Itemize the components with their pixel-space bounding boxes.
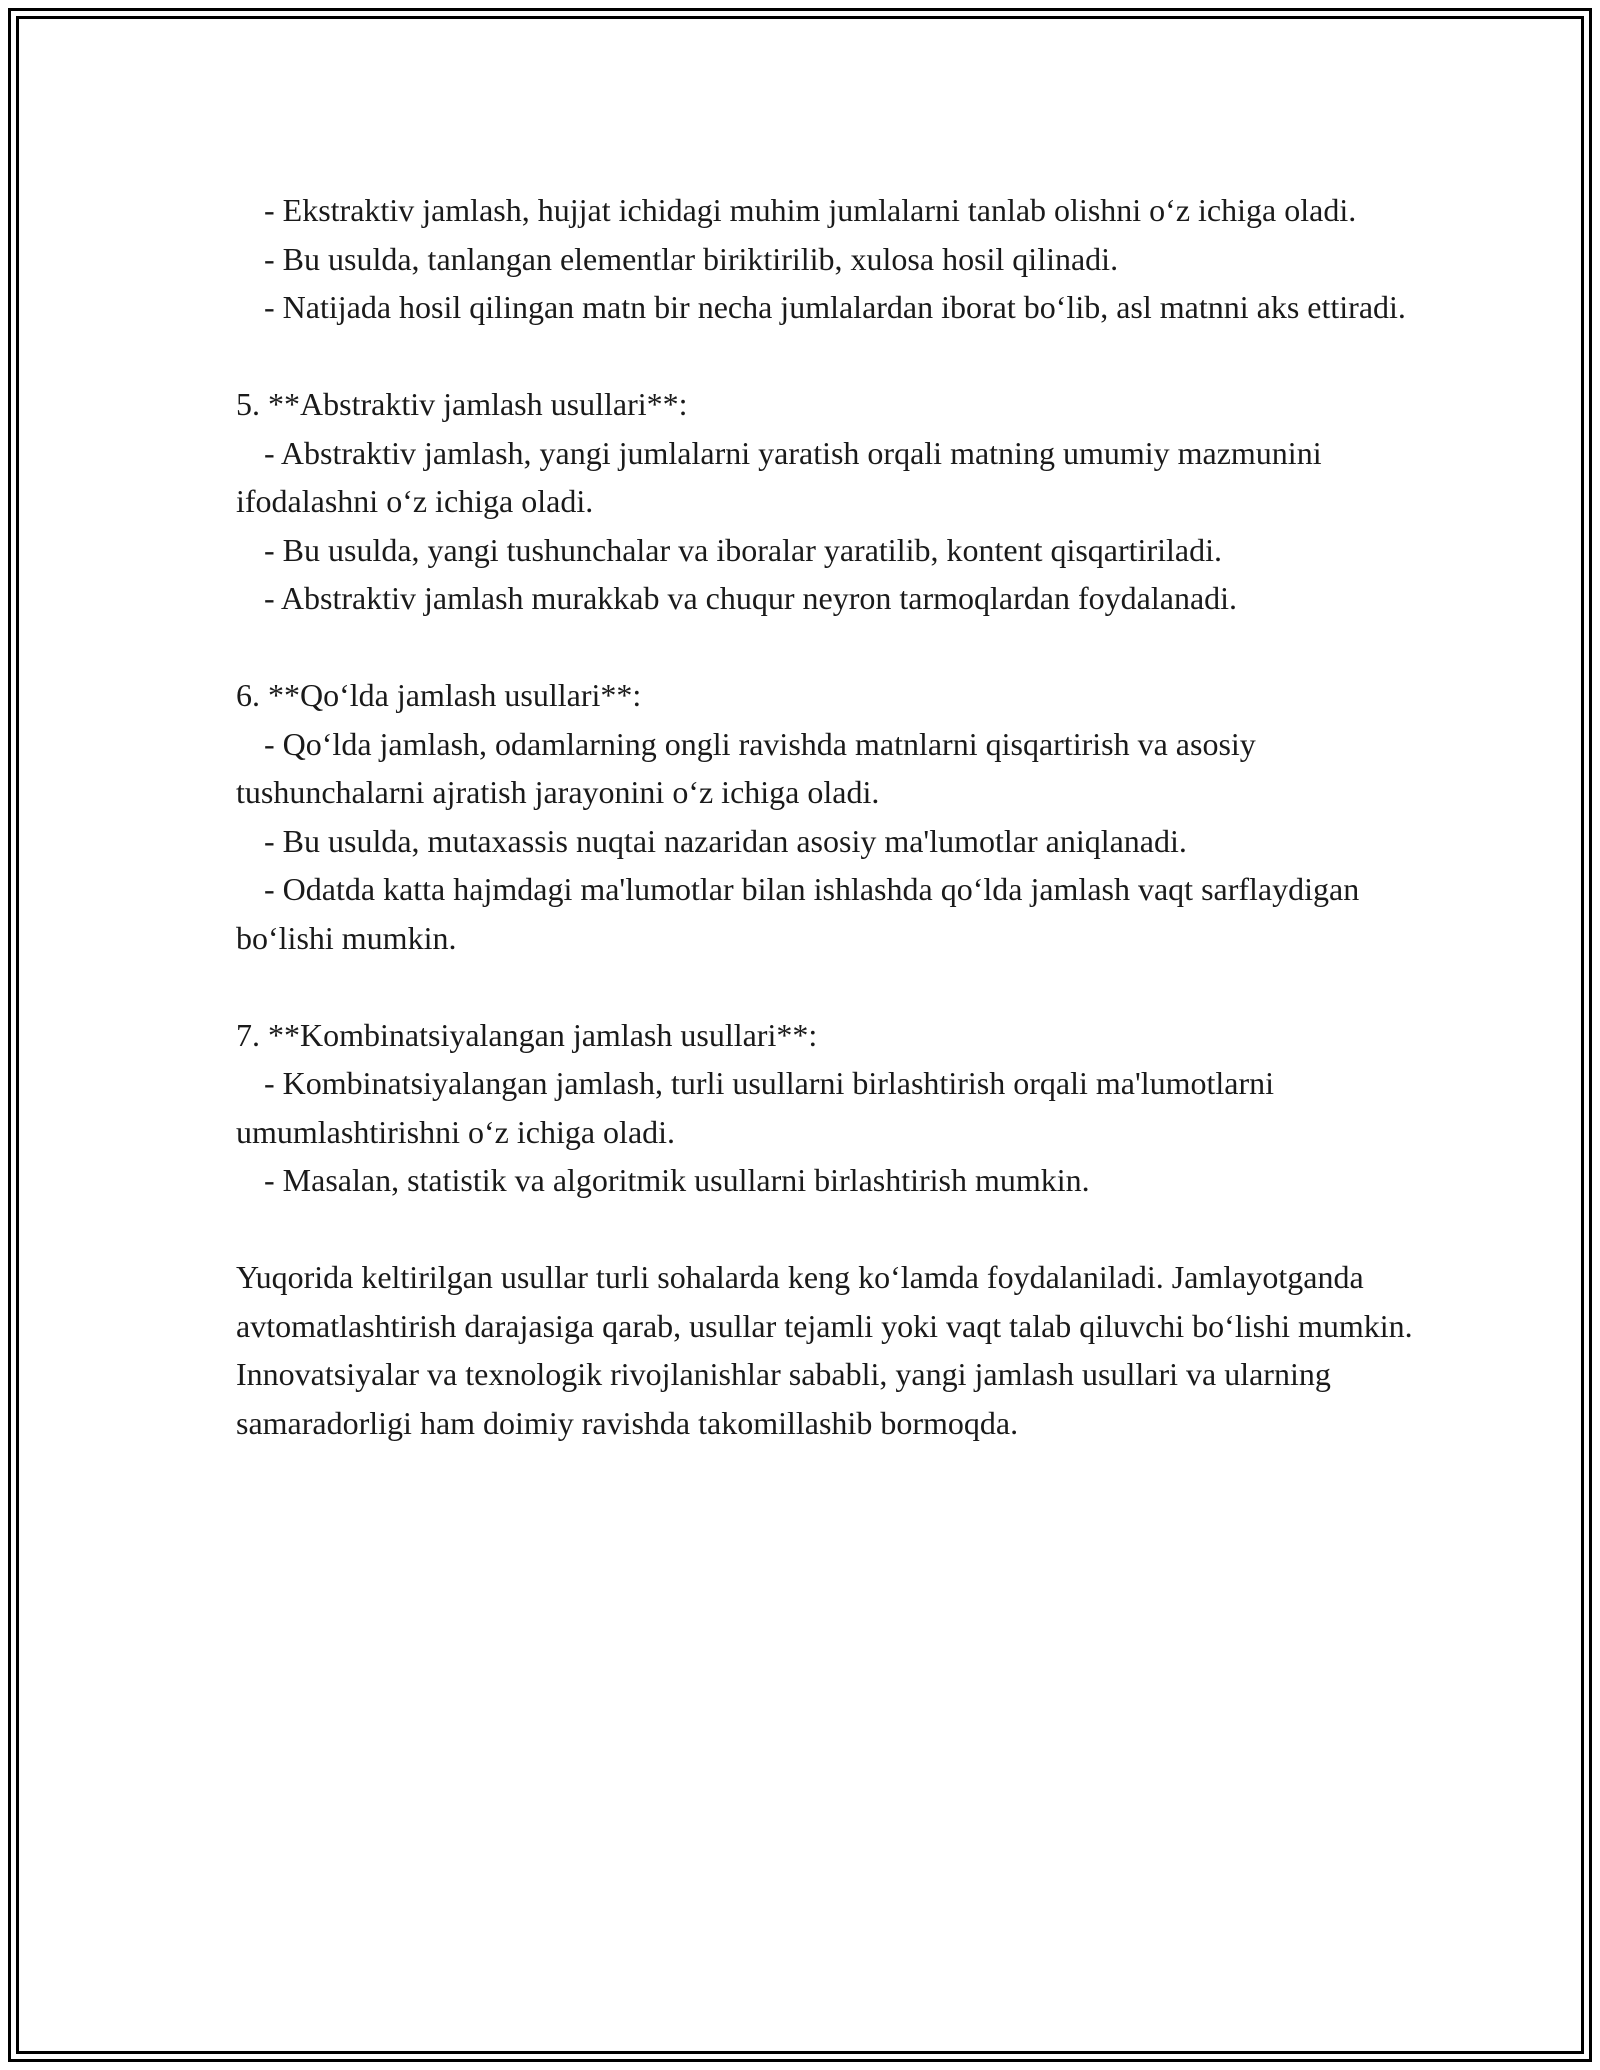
bullet-manual-method: - Bu usulda, mutaxassis nuqtai nazaridan asosiy ma'lumotlar aniqlanadi.: [264, 822, 1187, 859]
bullet-manual-definition: - Qo‘lda jamlash, odamlarning ongli ravishda matnlarni qisqartirish va asosiy tushunchalarni ajratish jarayonini o‘z ichiga oladi.: [236, 725, 1256, 810]
bullet-combined-example: - Masalan, statistik va algoritmik usullarni birlashtirish mumkin.: [264, 1162, 1090, 1198]
paragraph-gap: [236, 332, 1416, 381]
heading-manual: 6. **Qo‘lda jamlash usullari**:: [236, 677, 642, 713]
conclusion-paragraph: Yuqorida keltirilgan usullar turli sohalarda keng ko‘lamda foydalaniladi. Jamlayotganda avtomatlashtirish darajasiga qarab, usullar tejamli yoki vaqt talab qiluvchi bo‘lishi mumkin. Innovatsiyalar va texnologik rivojlanishlar sababli, yangi jamlash usullari va ularning samaradorligi ham doimiy ravishda takomillashib bormoqda.: [236, 1259, 1413, 1441]
heading-combined: 7. **Kombinatsiyalangan jamlash usullari**:: [236, 1016, 818, 1053]
bullet-abstractive-definition: - Abstraktiv jamlash, yangi jumlalarni yaratish orqali matning umumiy mazmunini ifodalashni o‘z ichiga oladi.: [236, 434, 1322, 519]
bullet-extractive-result: - Natijada hosil qilingan matn bir necha jumlalardan iborat bo‘lib, asl matnni aks ettiradi.: [264, 289, 1406, 325]
bullet-extractive-definition: - Ekstraktiv jamlash, hujjat ichidagi muhim jumlalarni tanlab olishni o‘z ichiga oladi.: [264, 192, 1357, 228]
paragraph-gap: [236, 962, 1416, 1011]
bullet-extractive-method: - Bu usulda, tanlangan elementlar biriktirilib, xulosa hosil qilinadi.: [264, 240, 1119, 277]
heading-abstractive: 5. **Abstraktiv jamlash usullari**:: [236, 386, 688, 422]
paragraph-gap: [236, 623, 1416, 672]
document-body: [236, 186, 1416, 1447]
paragraph-gap: [236, 1205, 1416, 1254]
bullet-abstractive-method: - Bu usulda, yangi tushunchalar va iboralar yaratilib, kontent qisqartiriladi.: [264, 531, 1222, 568]
bullet-combined-definition: - Kombinatsiyalangan jamlash, turli usullarni birlashtirish orqali ma'lumotlarni umumlashtirishni o‘z ichiga oladi.: [236, 1065, 1275, 1150]
bullet-abstractive-networks: - Abstraktiv jamlash murakkab va chuqur neyron tarmoqlardan foydalanadi.: [264, 580, 1238, 616]
bullet-manual-time: - Odatda katta hajmdagi ma'lumotlar bilan ishlashda qo‘lda jamlash vaqt sarflaydigan bo‘lishi mumkin.: [236, 871, 1360, 956]
